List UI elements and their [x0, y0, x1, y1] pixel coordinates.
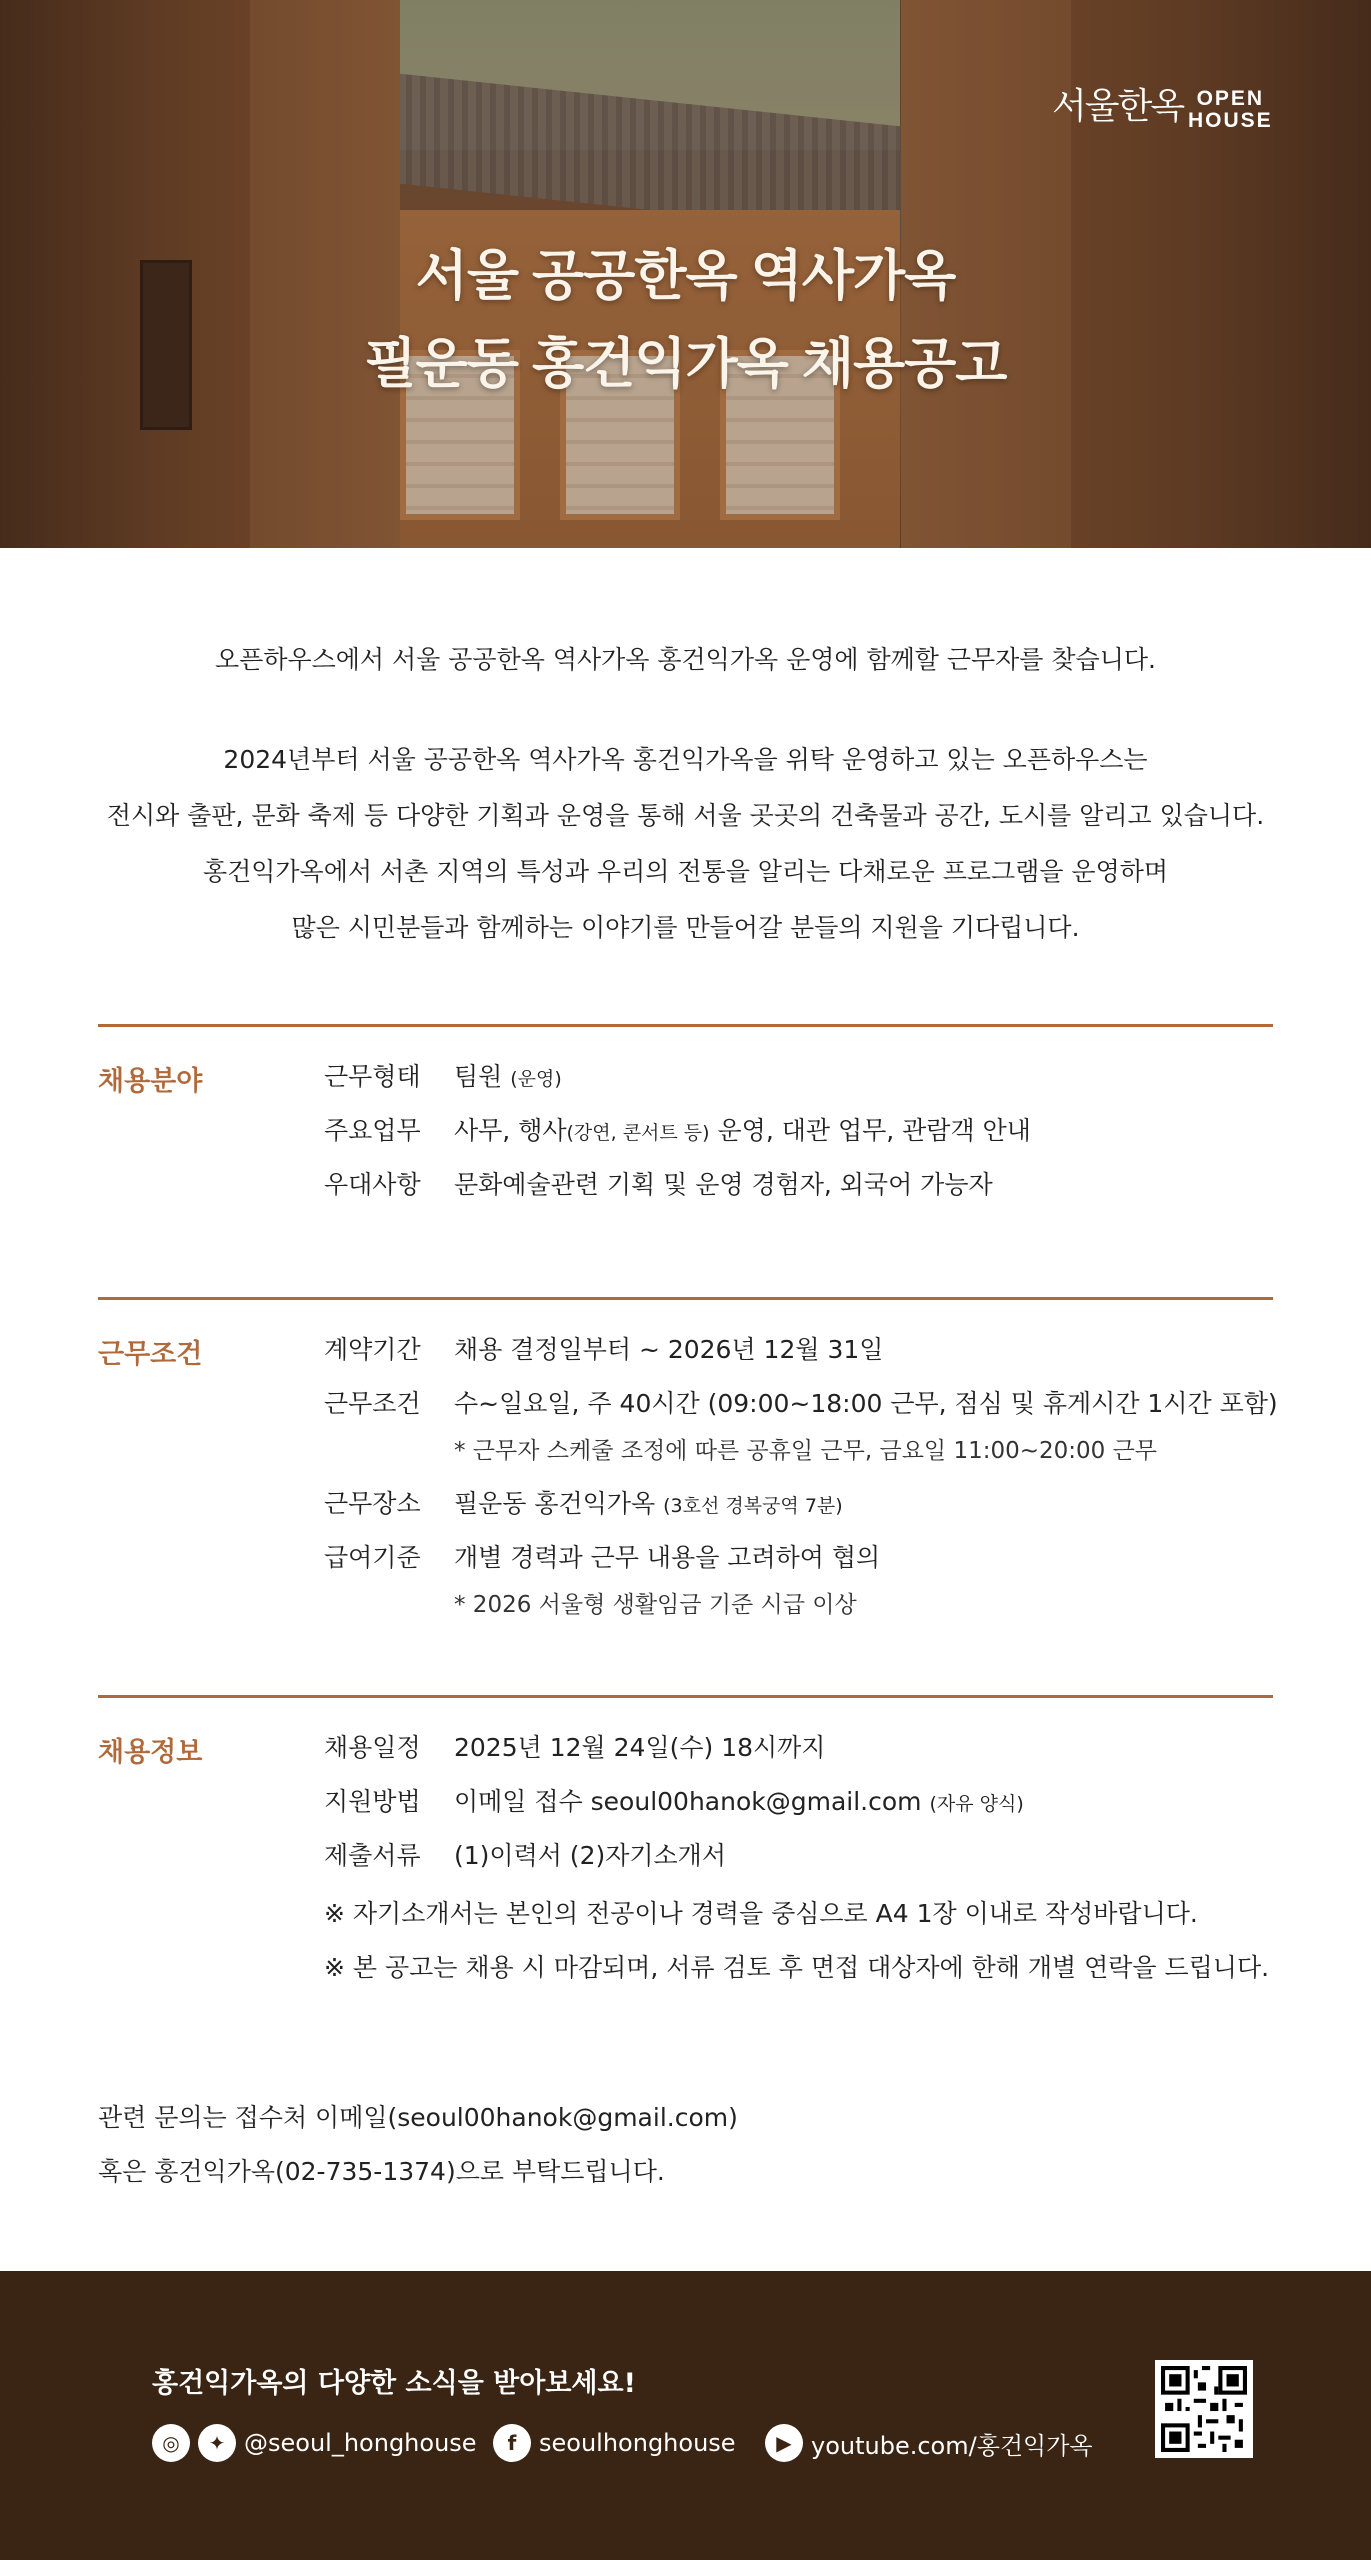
row-value-post: 운영, 대관 업무, 관람객 안내: [709, 1116, 1031, 1145]
row-value: (1)이력서 (2)자기소개서: [454, 1841, 726, 1870]
row-key: 근무조건: [324, 1389, 421, 1418]
section-recruit-info: [98, 1695, 1273, 2015]
row-value: 수~일요일, 주 40시간 (09:00~18:00 근무, 점심 및 휴게시간 1시간 포함): [454, 1389, 1278, 1418]
row-value: 개별 경력과 근무 내용을 고려하여 협의: [454, 1543, 881, 1572]
row-key: 근무형태: [324, 1062, 421, 1091]
intro-line: 많은 시민분들과 함께하는 이야기를 만들어갈 분들의 지원을 기다립니다.: [291, 913, 1080, 942]
section-heading: 채용분야: [98, 1066, 203, 1097]
info-row: [324, 1384, 1278, 1420]
row-value: 사무, 행사: [454, 1116, 567, 1145]
info-row: [324, 1782, 1024, 1818]
row-key: 제출서류: [324, 1841, 421, 1870]
row-key: 근무장소: [324, 1489, 421, 1518]
row-key: 계약기간: [324, 1335, 421, 1364]
section-recruit-field: [98, 1024, 1273, 1270]
notice-line: ※ 본 공고는 채용 시 마감되며, 서류 검토 후 면접 대상자에 한해 개별 연락을 드립니다.: [324, 1953, 1270, 1982]
row-value: 문화예술관련 기획 및 운영 경험자, 외국어 가능자: [454, 1170, 993, 1199]
info-row: [324, 1728, 825, 1764]
row-value-note: (강연, 콘서트 등): [566, 1122, 710, 1144]
open-house-logo: [1188, 88, 1273, 132]
social-handle: seoulhonghouse: [539, 2429, 736, 2457]
section-work-conditions: [98, 1297, 1278, 1657]
contact-line-2: 혹은 홍건익가옥(02-735-1374)으로 부탁드립니다.: [98, 2157, 665, 2186]
row-key: 우대사항: [324, 1170, 421, 1199]
section-heading: 채용정보: [98, 1737, 203, 1768]
instagram-icon: ◎: [152, 2424, 190, 2462]
info-row: [324, 1836, 726, 1872]
intro-lead: 오픈하우스에서 서울 공공한옥 역사가옥 홍건익가옥 운영에 함께할 근무자를 찾습니다.: [215, 645, 1156, 674]
row-value: 채용 결정일부터 ~ 2026년 12월 31일: [454, 1335, 884, 1364]
social-handle: youtube.com/홍건익가옥: [811, 2431, 1093, 2460]
facebook-icon: f: [493, 2424, 531, 2462]
notice-line: ※ 자기소개서는 본인의 전공이나 경력을 중심으로 A4 1장 이내로 작성바랍니다.: [324, 1899, 1198, 1928]
title-line-1: 서울 공공한옥 역사가옥: [415, 246, 956, 306]
row-value: 이메일 접수 seoul00hanok@gmail.com: [454, 1787, 922, 1816]
intro-line: 2024년부터 서울 공공한옥 역사가옥 홍건익가옥을 위탁 운영하고 있는 오픈하우스는: [223, 745, 1148, 774]
row-value-note: (자유 양식): [929, 1793, 1024, 1815]
qr-code: [1155, 2360, 1253, 2458]
intro-text: [0, 640, 1371, 962]
social-facebook[interactable]: [493, 2424, 736, 2462]
page-title: [0, 232, 1371, 408]
row-key: 지원방법: [324, 1787, 421, 1816]
social-instagram-twitter[interactable]: [152, 2424, 477, 2462]
row-value-note: (운영): [510, 1068, 562, 1090]
row-value: 2025년 12월 24일(수) 18시까지: [454, 1733, 826, 1762]
info-row: [324, 1538, 880, 1574]
row-value-note: (3호선 경복궁역 7분): [663, 1495, 843, 1517]
contact-line-1: 관련 문의는 접수처 이메일(seoul00hanok@gmail.com): [98, 2103, 738, 2132]
row-value: 팀원: [454, 1062, 503, 1091]
row-note: * 2026 서울형 생활임금 기준 시급 이상: [454, 1592, 857, 1618]
row-key: 주요업무: [324, 1116, 421, 1145]
title-line-2: 필운동 홍건익가옥 채용공고: [364, 334, 1007, 394]
info-row: [324, 1484, 843, 1520]
info-row: [324, 1057, 562, 1093]
row-note: * 근무자 스케줄 조정에 따른 공휴일 근무, 금요일 11:00~20:00 근무: [454, 1438, 1158, 1464]
twitter-icon: ✦: [198, 2424, 236, 2462]
youtube-icon: ▶: [765, 2424, 803, 2462]
intro-line: 홍건익가옥에서 서촌 지역의 특성과 우리의 전통을 알리는 다채로운 프로그램을 운영하며: [202, 857, 1169, 886]
social-youtube[interactable]: [765, 2424, 1093, 2462]
footer-title: 홍건익가옥의 다양한 소식을 받아보세요!: [152, 2368, 636, 2399]
info-row: [324, 1111, 1031, 1147]
intro-paragraph: [0, 738, 1371, 962]
hero-banner: [0, 0, 1371, 548]
intro-line: 전시와 출판, 문화 축제 등 다양한 기획과 운영을 통해 서울 곳곳의 건축물과 공간, 도시를 알리고 있습니다.: [106, 801, 1265, 830]
row-value: 필운동 홍건익가옥: [454, 1489, 656, 1518]
info-row: [324, 1330, 883, 1366]
section-heading: 근무조건: [98, 1339, 203, 1370]
row-key: 급여기준: [324, 1543, 421, 1572]
seoul-hanok-logo: 서울한옥: [1052, 86, 1184, 127]
row-key: 채용일정: [324, 1733, 421, 1762]
qr-code-image: [1161, 2366, 1247, 2452]
info-row: [324, 1165, 993, 1201]
social-handle: @seoul_honghouse: [244, 2429, 477, 2457]
logo-open-line2: HOUSE: [1188, 109, 1273, 132]
logo-open-line1: OPEN: [1196, 87, 1265, 110]
